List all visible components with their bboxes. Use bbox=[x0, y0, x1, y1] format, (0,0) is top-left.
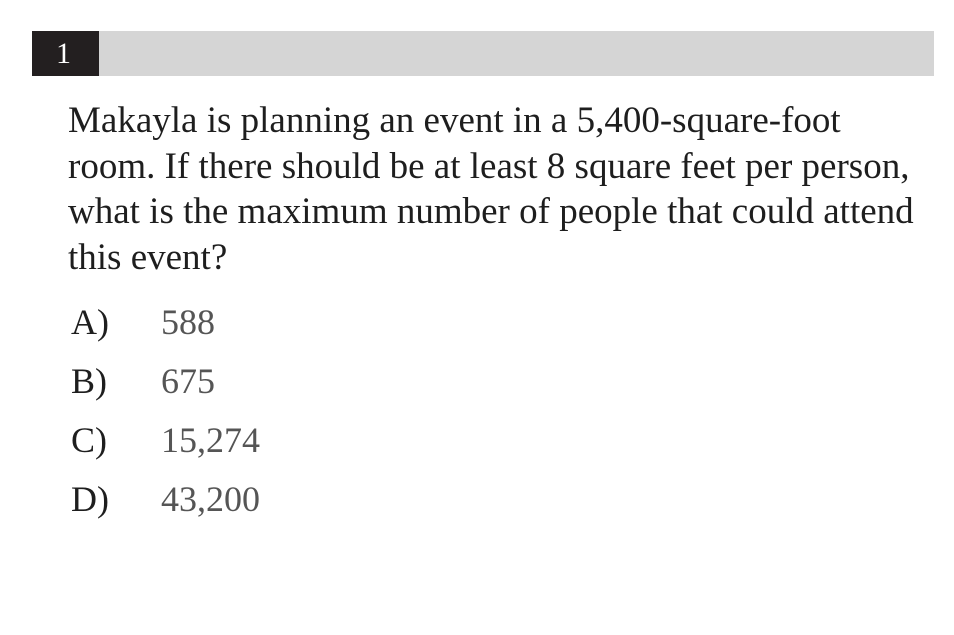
choice-b[interactable] bbox=[68, 359, 260, 418]
choice-value: 588 bbox=[161, 302, 215, 342]
choice-a[interactable] bbox=[68, 300, 260, 359]
choice-value: 43,200 bbox=[161, 479, 260, 519]
choice-letter: A) bbox=[71, 302, 109, 342]
choice-letter: B) bbox=[71, 361, 107, 401]
choice-letter: D) bbox=[71, 479, 109, 519]
question-text: Makayla is planning an event in a 5,400-square-foot room. If there should be at least 8 square feet per person, what is the maximum number of people that could attend this event? bbox=[68, 100, 914, 278]
choice-value: 675 bbox=[161, 361, 215, 401]
answer-choices bbox=[68, 300, 260, 536]
choice-d[interactable] bbox=[68, 477, 260, 536]
question-number: 1 bbox=[32, 31, 99, 76]
choice-value: 15,274 bbox=[161, 420, 260, 460]
choice-letter: C) bbox=[71, 420, 107, 460]
choice-c[interactable] bbox=[68, 418, 260, 477]
question-header-bar bbox=[32, 31, 934, 76]
